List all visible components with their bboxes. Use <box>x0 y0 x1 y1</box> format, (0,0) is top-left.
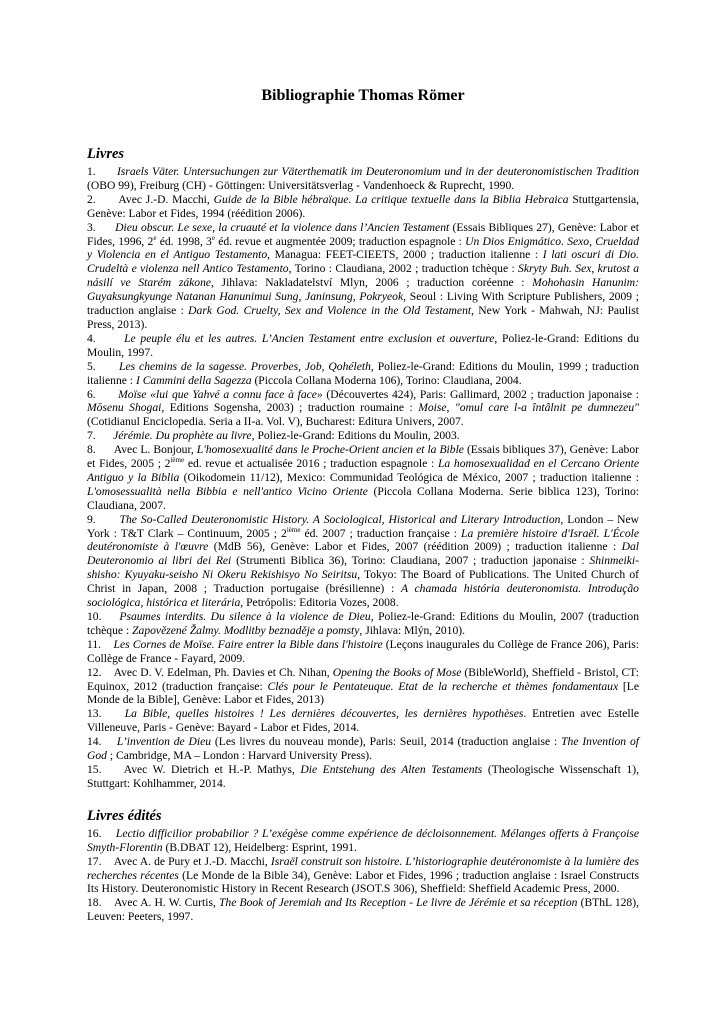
entry-text: (Le Monde de la Bible 34), Genève: Labor et Fides, 1996 ; traduction anglaise : Israel Constructs Its History. Deuteronomistic History in Recent Research (JSOT.S 306), Sheffield: Sheffield Academic Press, 2000. <box>87 868 639 896</box>
bibliography-entry <box>87 610 639 638</box>
bibliography-entry <box>87 896 639 924</box>
entry-text: (B.DBAT 12), Heidelberg: Esprint, 1991. <box>162 840 357 854</box>
superscript: e <box>153 233 157 242</box>
entry-text: éd. 1998, 3 <box>156 234 212 248</box>
entry-title: The So-Called Deuteronomistic History. A Sociological, Historical and Literary Introduction <box>119 512 561 526</box>
entry-text: (OBO 99), Freiburg (CH) - Göttingen: Universitätsverlag - Vandenhoeck & Ruprecht, 1990. <box>87 178 515 192</box>
entry-text: , Poliez-le-Grand: Editions du Moulin, 1999 ; traduction italienne : <box>87 359 639 387</box>
entry-text: 3. <box>87 220 116 234</box>
entry-text: (Oikodomein 11/12), Mexico: Communidad Teológica de México, 2007 ; traduction italienne : <box>179 470 639 484</box>
entry-text: , Managua: FEET-CIEETS, 2000 ; traduction italienne : <box>267 248 543 262</box>
superscript: ième <box>286 525 301 534</box>
entry-text: ; Cambridge, MA – London : Harvard University Press). <box>106 749 372 763</box>
entry-text: (Les livres du nouveau monde), Paris: Seuil, 2014 (traduction anglaise : <box>211 735 562 749</box>
entry-title: Opening the Books of Mose <box>332 665 462 679</box>
entry-text: 4. <box>87 331 125 345</box>
entry-text: 6. <box>87 387 119 401</box>
entry-text: , Seoul : Living With Scripture Publishers, 2009 ; traduction anglaise : <box>87 290 639 318</box>
entry-title: Die Entstehung des Alten Testaments <box>300 762 483 776</box>
entry-title: Zapovězené Žalmy. Modlitby beznaděje a pomsty <box>132 623 360 637</box>
entries-livres-edites <box>87 827 639 924</box>
bibliography-entry <box>87 763 639 791</box>
bibliography-entry <box>87 332 639 360</box>
entry-title: La Bible, quelles histoires ! Les dernières découvertes, les dernières hypothèses <box>124 707 524 721</box>
bibliography-entry <box>87 360 639 388</box>
entry-text: 9. <box>87 512 120 526</box>
bibliography-entry <box>87 855 639 897</box>
entry-title: The Invention of God <box>87 735 639 763</box>
entry-text: 10. <box>87 610 120 623</box>
entry-title: The Book of Jeremiah and Its Reception - Le livre de Jérémie et sa réception <box>218 896 578 910</box>
entry-title: Le peuple élu et les autres. L’Ancien Testament entre exclusion et ouverture <box>124 331 495 345</box>
bibliography-entry <box>87 735 639 763</box>
entry-title: Les Cornes de Moïse. Faire entrer la Bible dans l'histoire <box>113 637 383 651</box>
entry-title: Dieu obscur. Le sexe, la cruauté et la violence dans l’Ancien Testament <box>115 220 450 234</box>
bibliography-entry <box>87 221 639 332</box>
entry-text: , Poliez-le-Grand: Editions du Moulin, 2003. <box>251 429 460 443</box>
entry-title: Dark God. Cruelty, Sex and Violence in the Old Testament <box>188 304 472 318</box>
entry-title: Mohohasin Hanunim: Guyaksungkyunge Natanan Hanunimui Sung, Janinsung, Pokryeok <box>87 276 639 304</box>
entry-text: (Découvertes 424), Paris: Gallimard, 2002 ; traduction japonaise : <box>322 387 639 401</box>
entry-text: ed. revue et actualisée 2016 ; traduction espagnole : <box>184 457 438 471</box>
bibliography-entry <box>87 388 639 430</box>
entry-text: éd. 2007 ; traduction française : <box>300 526 462 540</box>
entry-text: 13. <box>87 707 125 721</box>
bibliography-entry <box>87 707 639 735</box>
section-title-livres-edites: Livres édités <box>87 807 162 824</box>
entry-text: 16. <box>87 826 116 840</box>
entry-text: 11. <box>87 637 114 651</box>
entry-text: , New York - Mahwah, NJ: Paulist Press, 2013). <box>87 304 640 331</box>
section-title-livres: Livres <box>87 146 125 162</box>
entry-text: , Poliez-le-Grand: Editions du Moulin, 2007 (traduction tchèque : <box>87 610 639 637</box>
entry-text: (Piccola Collana Moderna. Serie biblica 123), Torino: Claudiana, 2007. <box>87 484 639 512</box>
entry-title: Israels Väter. Untersuchungen zur Väterthematik im Deuteronomium und in der deuteronomistischen Tradition <box>116 165 639 178</box>
bibliography-entry <box>87 443 639 513</box>
entry-text: (Piccola Collana Moderna 106), Torino: Claudiana, 2004. <box>251 373 522 387</box>
entry-text: 8. Avec L. Bonjour, <box>87 443 197 457</box>
entry-text: , Torino : Claudiana, 2002 ; traduction tchèque : <box>288 262 519 276</box>
entry-title: Les chemins de la sagesse. Proverbes, Job, Qohéleth <box>119 359 371 373</box>
entry-text: 17. Avec A. de Pury et J.-D. Macchi, <box>87 854 271 868</box>
entry-title: La première histoire d'Israël. L'École deutéronomiste à l'œuvre <box>87 526 639 554</box>
entry-title: L'omosessualità nella Bibbia e nell'antico Vicino Oriente <box>87 484 368 498</box>
entry-title: Skryty Buh. Sex, krutost a násilí ve Starém zákone <box>87 262 639 290</box>
entry-title: I lati oscuri di Dio. Crudeltà e violenza nell Antico Testamento <box>87 248 639 276</box>
bibliography-entry <box>87 165 639 193</box>
entry-text: 2. Avec J.-D. Macchi, <box>87 192 214 206</box>
entry-text: (Essais bibliques 37), Genève: Labor et Fides, 2005 ; 2 <box>87 443 639 471</box>
entry-text: 14. <box>87 735 117 749</box>
entry-text: , Poliez-le-Grand: Editions du Moulin, 1997. <box>87 331 639 359</box>
entry-text: Stuttgartensia, Genève: Labor et Fides, 1994 (réédition 2006). <box>87 192 639 220</box>
entry-title: Moise, "omul care l-a întâlnit pe dumnezeu" <box>418 401 639 415</box>
bibliography-entry <box>87 638 639 666</box>
entry-title: Dal Deuteronomio ai libri dei Rei <box>87 540 639 568</box>
entry-text: , Jihlava: Nakladatelství Mlyn, 2006 ; traduction coréenne : <box>211 276 533 290</box>
entry-title: Mōsenu Shogai <box>87 401 162 415</box>
bibliography-entry <box>87 193 639 221</box>
entry-text: (BibleWorld), Sheffield - Bristol, CT: Equinox, 2012 (traduction française: <box>87 665 639 693</box>
entry-text: , London – New York : T&T Clark – Continuum, 2005 ; 2 <box>87 512 639 540</box>
entry-text: , Petrópolis: Editoria Vozes, 2008. <box>240 596 399 610</box>
entry-text: (Essais Bibliques 27), Genève: Labor et Fides, 1996, 2 <box>87 220 639 248</box>
bibliography-entry <box>87 666 639 708</box>
entry-text: 1. <box>87 165 117 178</box>
entry-title: Israël construit son histoire. L’historiographie deutéronomiste à la lumière des recherches récentes <box>87 854 639 882</box>
entry-title: Clés pour le Pentateuque. Etat de la recherche et thèmes fondamentaux <box>267 679 619 693</box>
entry-text: , Editions Sogensha, 2003) ; traduction roumaine : <box>161 401 419 415</box>
bibliography-entry <box>87 513 639 610</box>
entry-text: [Le Monde de la Bible], Genève: Labor et Fides, 2013) <box>87 679 639 707</box>
entry-title: La homosexualidad en el Cercano Oriente Antiguo y la Biblia <box>87 457 639 484</box>
entry-text: 5. <box>87 359 120 373</box>
entry-text: . Entretien avec Estelle Villeneuve, Paris - Genève: Bayard - Labor et Fides, 2014. <box>87 707 640 735</box>
entry-title: Shinmeiki-shisho: Kyuyaku-seisho Ni Okeru Rekishisyo No Seiritsu <box>87 554 639 582</box>
entry-title: Psaumes interdits. Du silence à la violence de Dieu <box>119 610 371 623</box>
entry-title: L'homosexualité dans le Proche-Orient ancien et la Bible <box>196 443 464 457</box>
entry-text: (MdB 56), Genève: Labor et Fides, 2007 (réédition 2009) ; traduction italienne : <box>208 540 622 554</box>
entry-title: Lectio difficilior probabilior ? L’exégèse comme expérience de décloisonnement. Mélanges offerts à Françoise Smyth-Florentin <box>87 826 640 854</box>
entry-text: (Leçons inaugurales du Collège de France 206), Paris: Collège de France - Fayard, 2009. <box>87 637 639 665</box>
entry-text: 7. <box>87 429 114 443</box>
entries-livres <box>87 165 639 791</box>
page-title: Bibliographie Thomas Römer <box>261 87 465 104</box>
entry-text: (Strumenti Biblica 36), Torino: Claudiana, 2007 ; traduction japonaise : <box>231 554 590 568</box>
entry-title: A chamada história deuteronomista. Introdução sociológica, histórica et literária <box>87 582 639 610</box>
bibliography-entry <box>87 429 639 443</box>
entry-text: , Tokyo: The Board of Publications. The United Church of Christ in Japan, 2008 ; Traduction portugaise (brésilienne) : <box>87 568 639 596</box>
entry-text: 15. Avec W. Dietrich et H.-P. Mathys, <box>87 762 301 776</box>
entry-title: I Cammini della Sagezza <box>135 373 252 387</box>
entry-title: Moïse «lui que Yahvé a connu face à face» <box>118 387 323 401</box>
document-page <box>87 86 639 924</box>
entry-text: 18. Avec A. H. W. Curtis, <box>87 896 219 910</box>
entry-text: 12. Avec D. V. Edelman, Ph. Davies et Ch. Nihan, <box>87 665 333 679</box>
entry-text: (Cotidianul Enciclopedia. Seria a II-a. Vol. V), Bucharest: Editura Univers, 2007. <box>87 415 464 429</box>
entry-title: Un Dios Enigmático. Sexo, Crueldad y Violencia en el Antiguo Testamento <box>87 234 640 262</box>
entry-text: (Theologische Wissenschaft 1), Stuttgart: Kohlhammer, 2014. <box>87 762 639 790</box>
entry-title: Jérémie. Du prophète au livre <box>113 429 252 443</box>
entry-text: , Jihlava: Mlýn, 2010). <box>359 623 466 637</box>
bibliography-entry <box>87 827 639 855</box>
entry-text: (BThL 128), Leuven: Peeters, 1997. <box>87 896 639 924</box>
superscript: ième <box>170 456 185 465</box>
entry-title: Guide de la Bible hébraïque. La critique textuelle dans la Biblia Hebraica <box>213 192 569 206</box>
superscript: e <box>211 233 215 242</box>
entry-text: éd. revue et augmentée 2009; traduction espagnole : <box>214 234 466 248</box>
entry-title: L’invention de Dieu <box>116 735 212 749</box>
